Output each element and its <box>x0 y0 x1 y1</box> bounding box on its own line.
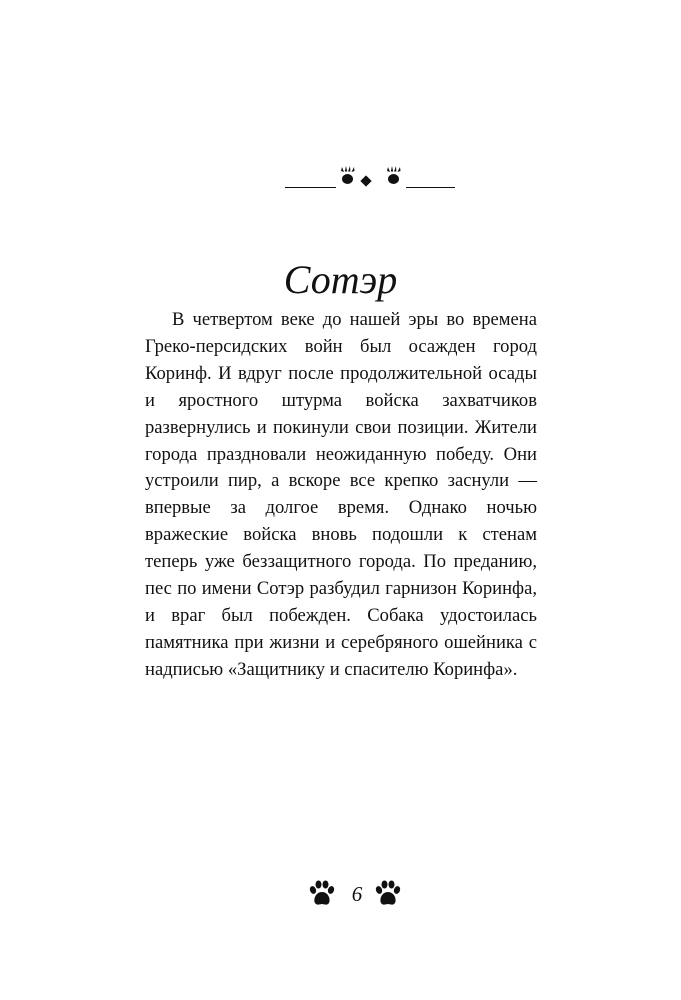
chapter-title: Сотэр <box>283 257 398 302</box>
header-ornament <box>0 166 681 192</box>
ornament-rule-left <box>285 187 336 188</box>
diamond-icon <box>360 175 371 186</box>
page-number: 6 <box>351 882 363 906</box>
paw-print-icon <box>374 880 402 908</box>
paw-print-icon <box>308 880 336 908</box>
page-footer <box>0 877 681 911</box>
paw-icon <box>385 166 402 186</box>
paw-icon <box>339 166 356 186</box>
body-paragraph: В четвертом веке до нашей эры во времена Греко-персидских войн был осажден город Коринф. И вдруг после продолжительной осады и яростного штурма войска захватчиков развернулись и покинули свои позиции. Жители города праздновали неожиданную победу. Они устроили пир, а вскоре все крепко заснули — впервые за долгое время. Однако ночью вражеские войска вновь подошли к стенам теперь уже беззащитного города. По преданию, пес по имени Сотэр разбудил гарнизон Коринфа, и враг был побежден. Собака удостоилась памятника при жизни и серебряного ошейника с надписью «Защитнику и спасителю Коринфа». <box>145 309 537 680</box>
ornament-rule-right <box>406 187 455 188</box>
